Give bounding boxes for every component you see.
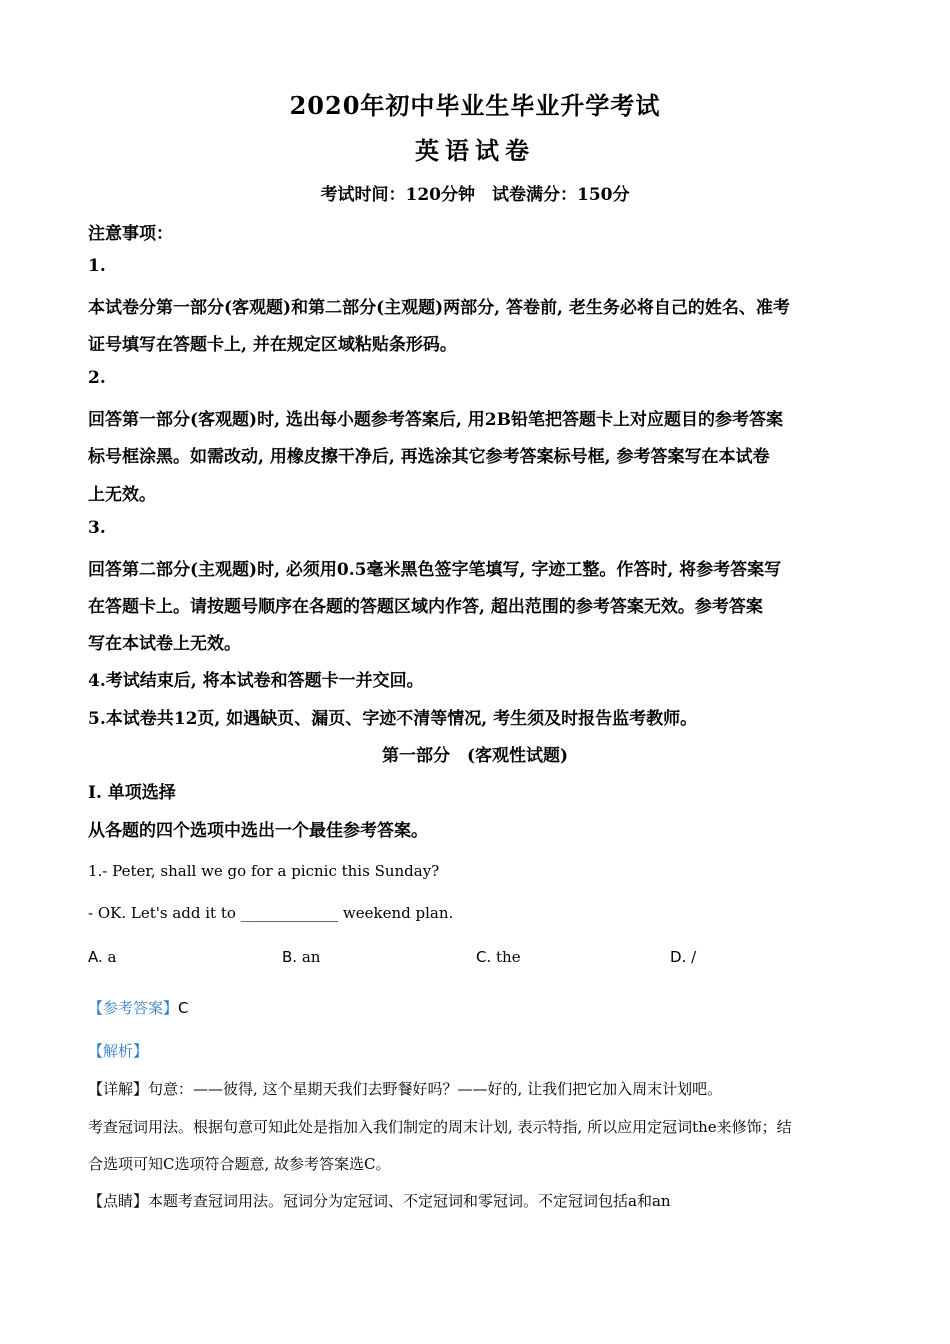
note-2-line-1: 回答第一部分(客观题)时, 选出每小题参考答案后, 用2B铅笔把答题卡上对应题目的参考答案	[88, 410, 783, 430]
note-2-number: 2.	[88, 368, 106, 388]
detail-line: 【详解】句意：——彼得, 这个星期天我们去野餐好吗？——好的, 让我们把它加入周末计划吧。	[88, 1080, 723, 1098]
answer-line	[88, 997, 189, 1018]
option-a-text: a	[102, 948, 117, 966]
note-1-line-2: 证号填写在答题卡上, 并在规定区域粘贴条形码。	[88, 335, 457, 355]
note-1-number: 1.	[88, 256, 106, 276]
exam-title: 2020年初中毕业生毕业升学考试	[289, 91, 661, 120]
analysis-label: 【解析】	[88, 1042, 149, 1060]
note-3-number: 3.	[88, 518, 106, 538]
option-b-letter: B.	[282, 948, 298, 966]
option-c	[476, 948, 521, 966]
section-heading: I. 单项选择	[88, 783, 176, 803]
option-a-letter: A.	[88, 948, 103, 966]
explanation-line-1: 考查冠词用法。根据句意可知此处是指加入我们制定的周末计划, 表示特指, 所以应用定冠词the来修饰；结	[88, 1118, 792, 1136]
section-instruction: 从各题的四个选项中选出一个最佳参考答案。	[88, 821, 428, 841]
note-3-line-3: 写在本试卷上无效。	[88, 634, 241, 654]
option-a	[88, 948, 116, 966]
option-b	[282, 948, 320, 966]
option-d-letter: D.	[670, 948, 687, 966]
explanation-line-2: 合选项可知C选项符合题意, 故参考答案选C。	[88, 1155, 391, 1173]
option-d	[670, 948, 696, 966]
note-2-line-3: 上无效。	[88, 485, 156, 505]
exam-info: 考试时间：120分钟 试卷满分：150分	[320, 185, 630, 205]
note-3-line-1: 回答第二部分(主观题)时, 必须用0.5毫米黑色签字笔填写, 字迹工整。作答时, 将参考答案写	[88, 560, 782, 580]
note-1-line-1: 本试卷分第一部分(客观题)和第二部分(主观题)两部分, 答卷前, 老生务必将自己的姓名、准考	[88, 298, 790, 318]
option-b-text: an	[297, 948, 321, 966]
answer-value: C	[178, 999, 189, 1017]
note-4: 4.考试结束后, 将本试卷和答题卡一并交回。	[88, 671, 424, 691]
note-3-line-2: 在答题卡上。请按题号顺序在各题的答题区域内作答, 超出范围的参考答案无效。参考答案	[88, 597, 763, 617]
key-point-line: 【点睛】本题考查冠词用法。冠词分为定冠词、不定冠词和零冠词。不定冠词包括a和an	[88, 1192, 671, 1210]
note-5: 5.本试卷共12页, 如遇缺页、漏页、字迹不清等情况, 考生须及时报告监考教师。	[88, 709, 698, 729]
notes-heading: 注意事项：	[88, 224, 173, 244]
answer-label: 【参考答案】	[88, 999, 179, 1017]
question-1-line-1: 1.- Peter, shall we go for a picnic this Sunday?	[88, 862, 440, 880]
option-c-text: the	[491, 948, 521, 966]
part-1-heading: 第一部分 (客观性试题)	[381, 746, 569, 766]
option-c-letter: C.	[476, 948, 492, 966]
subject-title: 英语试卷	[415, 136, 535, 165]
option-d-text: /	[686, 948, 697, 966]
question-1-line-2: - OK. Let's add it to _____________ weekend plan.	[88, 904, 454, 922]
note-2-line-2: 标号框涂黑。如需改动, 用橡皮擦干净后, 再选涂其它参考答案标号框, 参考答案写在本试卷	[88, 447, 770, 467]
